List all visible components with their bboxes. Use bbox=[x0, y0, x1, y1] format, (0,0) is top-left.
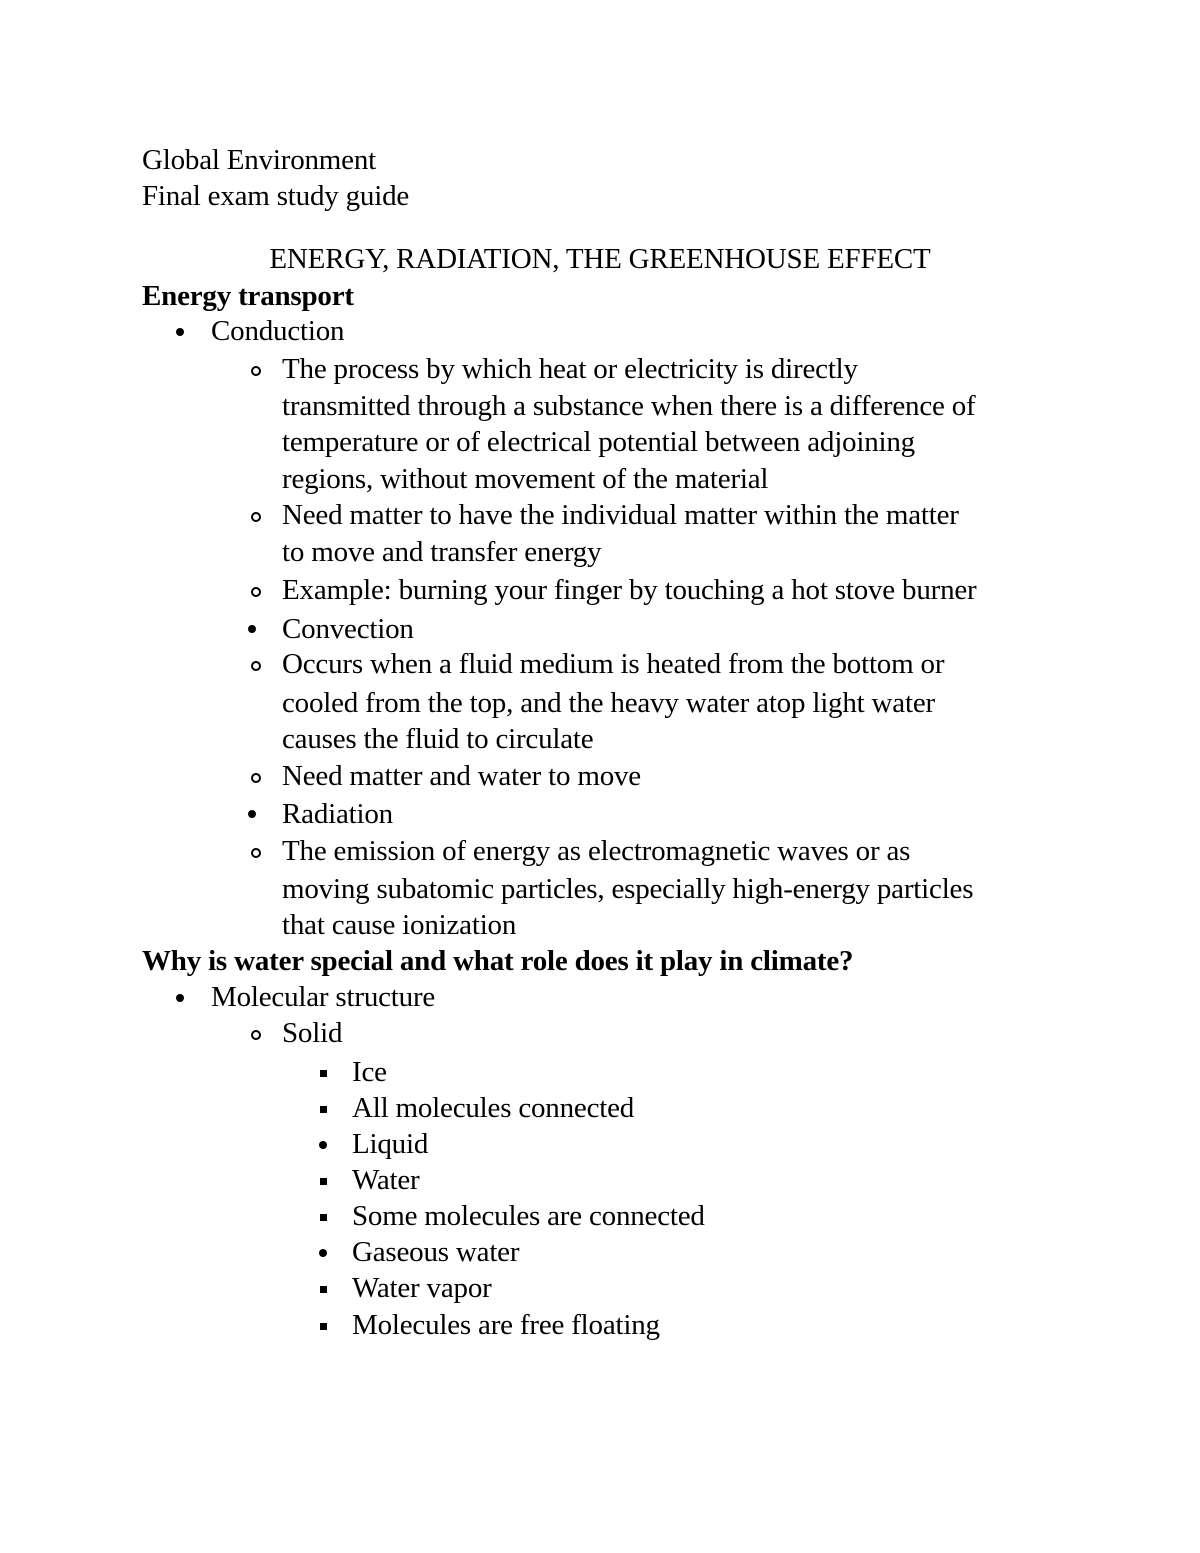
heading-energy-transport: Energy transport bbox=[142, 280, 354, 312]
list-item-text: that cause ionization bbox=[282, 909, 517, 941]
list-item-text: transmitted through a substance when there is a difference of bbox=[282, 390, 976, 422]
bullet-disc-icon bbox=[176, 328, 184, 336]
list-item-text: Example: burning your finger by touching a hot stove burner bbox=[282, 574, 977, 606]
bullet-disc-icon bbox=[319, 1249, 327, 1257]
list-item-text: Molecules are free floating bbox=[352, 1309, 660, 1341]
section-title: ENERGY, RADIATION, THE GREENHOUSE EFFECT bbox=[269, 243, 931, 275]
list-item-text: All molecules connected bbox=[352, 1092, 635, 1124]
list-item-text: regions, without movement of the material bbox=[282, 463, 769, 495]
list-item-text: Water vapor bbox=[352, 1272, 492, 1304]
list-item-text: Ice bbox=[352, 1056, 387, 1088]
bullet-square-icon bbox=[320, 1106, 327, 1113]
bullet-disc-icon bbox=[176, 994, 184, 1002]
list-item-solid: Solid bbox=[282, 1017, 343, 1049]
list-item-text: causes the fluid to circulate bbox=[282, 723, 594, 755]
bullet-circle-icon bbox=[251, 773, 261, 783]
list-item-text: Need matter and water to move bbox=[282, 760, 641, 792]
list-item-text: moving subatomic particles, especially high-energy particles bbox=[282, 873, 974, 905]
list-item-radiation: Radiation bbox=[282, 798, 393, 830]
list-item-text: temperature or of electrical potential between adjoining bbox=[282, 426, 915, 458]
list-item-text: cooled from the top, and the heavy water atop light water bbox=[282, 687, 935, 719]
list-item-conduction: Conduction bbox=[211, 315, 345, 347]
bullet-square-icon bbox=[320, 1070, 327, 1077]
bullet-square-icon bbox=[320, 1214, 327, 1221]
list-item-text: The process by which heat or electricity is directly bbox=[282, 353, 858, 385]
list-item-convection: Convection bbox=[282, 613, 414, 645]
list-item-text: Water bbox=[352, 1164, 420, 1196]
bullet-circle-icon bbox=[251, 366, 261, 376]
bullet-square-icon bbox=[320, 1178, 327, 1185]
bullet-square-icon bbox=[320, 1286, 327, 1293]
list-item-molecular-structure: Molecular structure bbox=[211, 981, 436, 1013]
bullet-disc-icon bbox=[248, 625, 256, 633]
bullet-circle-icon bbox=[251, 1030, 261, 1040]
list-item-text: to move and transfer energy bbox=[282, 536, 602, 568]
list-item-text: Some molecules are connected bbox=[352, 1200, 705, 1232]
bullet-circle-icon bbox=[251, 661, 261, 671]
bullet-disc-icon bbox=[319, 1141, 327, 1149]
bullet-circle-icon bbox=[251, 587, 261, 597]
heading-water: Why is water special and what role does it play in climate? bbox=[142, 945, 854, 977]
bullet-disc-icon bbox=[248, 810, 256, 818]
list-item-text: Need matter to have the individual matter within the matter bbox=[282, 499, 959, 531]
list-item-text: The emission of energy as electromagnetic waves or as bbox=[282, 835, 911, 867]
list-item-liquid: Liquid bbox=[352, 1128, 429, 1160]
bullet-circle-icon bbox=[251, 512, 261, 522]
document-subtitle: Final exam study guide bbox=[142, 180, 410, 212]
list-item-text: Occurs when a fluid medium is heated from the bottom or bbox=[282, 648, 945, 680]
bullet-circle-icon bbox=[251, 848, 261, 858]
list-item-gaseous-water: Gaseous water bbox=[352, 1236, 520, 1268]
bullet-square-icon bbox=[320, 1323, 327, 1330]
course-title: Global Environment bbox=[142, 144, 376, 176]
